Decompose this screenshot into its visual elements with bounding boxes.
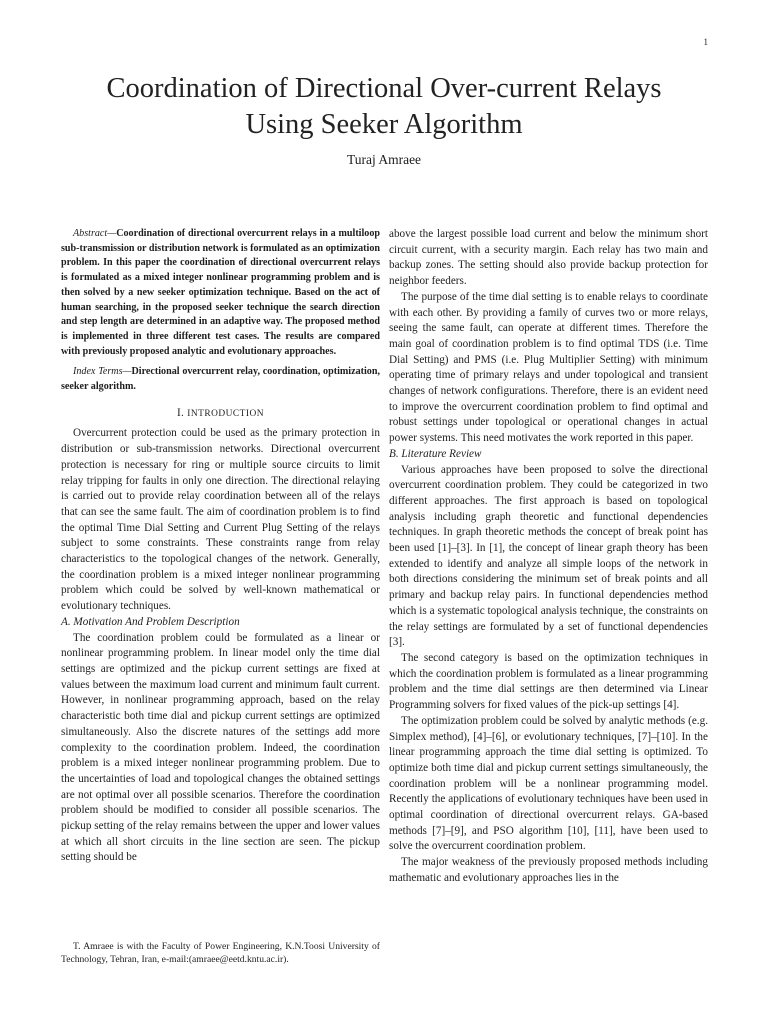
author-name: Turaj Amraee (346, 152, 422, 167)
paper-title (0, 71, 768, 143)
subsection-heading-literature: B. Literature Review (389, 447, 482, 460)
continued-paragraph: above the largest possible load current and below the minimum short circuit current, with a security margin. Each relay has two main and backup zones. The setting should also provide backup protection for neighbor feeders. (389, 228, 708, 288)
literature-paragraph-4: The major weakness of the previously proposed methods including mathematic and evolutionary approaches lies in the (389, 856, 708, 884)
right-column (389, 227, 708, 887)
index-terms-label: Index Terms (73, 366, 123, 378)
author-footnote: T. Amraee is with the Faculty of Power Engineering, K.N.Toosi University of Technology, Tehran, Iran, e-mail:(amraee@eetd.kntu.ac.ir). (61, 941, 380, 965)
abstract-label: Abstract (73, 228, 108, 239)
literature-paragraph-1: Various approaches have been proposed to solve the directional overcurrent coordination problem. They could be categorized in two different approaches. The first approach is based on topological analysis including graph theoretic and functional dependencies techniques. In graph theoretic methods the concept of break point has been used [1]–[3]. In [1], the concept of linear graph theory has been extended to identify and analyze all simple loops of the network in both directions considering the minimum set of break points and all primary and backup relay pairs. In functional dependencies method which is a systematic topological analysis technique, the constraints on the relay settings are formulated by a set of functional dependencies [3]. (389, 463, 708, 649)
index-terms-text: Directional overcurrent relay, coordination, optimization, seeker algorithm. (61, 366, 380, 393)
literature-paragraph-2: The second category is based on the optimization techniques in which the coordination problem is formulated as a linear programming problem and the time dial settings are then determined via Linear Programming solvers for fixed values of the pick-up settings [4]. (389, 651, 708, 712)
left-column (61, 227, 380, 866)
page-number: 1 (703, 37, 708, 47)
title-line-2: Using Seeker Algorithm (245, 109, 523, 140)
abstract-text: Coordination of directional overcurrent relays in a multiloop sub-transmission or distribution network is formulated as an optimization problem. In this paper the coordination of directional overcurrent relays is formulated as a mixed integer nonlinear programming problem and is then solved by a new seeker optimization technique. Based on the act of human searching, in the proposed seeker technique the search direction and step length are determined in an adaptive way. The proposed method is implemented in three different test cases. The results are compared with previously proposed analytic and evolutionary approaches. (61, 228, 380, 357)
abstract: Abstract—Coordination of directional overcurrent relays in a multiloop sub-transmission or distribution network is formulated as an optimization problem. In this paper the coordination of directional overcurrent relays is formulated as a mixed integer nonlinear programming problem and is then solved by a new seeker optimization technique. Based on the act of human searching, in the proposed seeker technique the search direction and step length are determined in an adaptive way. The proposed method is implemented in three different test cases. The results are compared with previously proposed analytic and evolutionary approaches. Index Terms—Directional overcurrent relay, coordination, optimization, seeker algorithm. (61, 228, 380, 393)
title-line-1: Coordination of Directional Over-current Relays (106, 73, 662, 104)
section-heading-introduction: I. INTRODUCTION (176, 406, 265, 419)
motivation-paragraph: The coordination problem could be formulated as a linear or nonlinear programming problem. In linear model only the time dial settings are optimized and the pickup current settings are fixed at values between the maximum load current and minimum fault current. However, in nonlinear programming approach, based on the relay characteristic both time dial and pickup current settings are optimized simultaneously. Also the discrete natures of the settings add more complexity to the coordination problem. Indeed, the coordination problem is a mixed integer nonlinear programming problem. Due to the uncertainties of load and topological changes the obtained settings are not optimal over all possible scenarios. Therefore the coordination problem should be modified to consider all possible scenarios. The pickup setting of the relay remains between the upper and lower values at which all short circuits in the line section are seen. The pickup setting should be (61, 631, 380, 864)
subsection-heading-motivation: A. Motivation And Problem Description (61, 615, 240, 628)
intro-paragraph: Overcurrent protection could be used as the primary protection in distribution or sub-transmission networks. Directional overcurrent protection is necessary for ring or multiple source circuits to limit relay tripping for faults in only one direction. The directional relaying is carried out to provide relay coordination between all of the relays that can see the same fault. The aim of coordination problem is to find the optimal Time Dial Setting and Current Plug Setting of the relays subject to some constraints. These constraints range from relay characteristics to the topological changes of the network. Generally, the coordination problem is a mixed integer nonlinear programming problem which could be solved by well-known mathematical or evolutionary techniques. (61, 427, 380, 613)
time-dial-paragraph: The purpose of the time dial setting is to enable relays to coordinate with each other. By providing a family of curves two or more relays, seeing the same fault, can operate at different times. Therefore the main goal of coordination problem is to find optimal TDS (i.e. Time Dial Setting) and PMS (i.e. Plug Multiplier Setting) with minimum operating time of primary relays and under topological and transient changes of network configurations. Therefore, there is an evident need to improve the overcurrent coordination problem to find optimal and robust settings under topological or operational changes in actual power systems. This need motivates the work reported in this paper. (389, 290, 708, 445)
literature-paragraph-3: The optimization problem could be solved by analytic methods (e.g. Simplex method), [4]–[6], or evolutionary techniques, [7]–[10]. In the linear programming approach the time dial setting is optimized. To optimize both time dial and pickup current settings simultaneously, the coordination problem will be a nonlinear programming model. Recently the applications of evolutionary techniques have been used in optimal coordination of directional overcurrent relays. GA-based methods [7]–[9], and PSO algorithm [10], [11], have been used to solve the overcurrent coordination problem. (389, 714, 708, 853)
